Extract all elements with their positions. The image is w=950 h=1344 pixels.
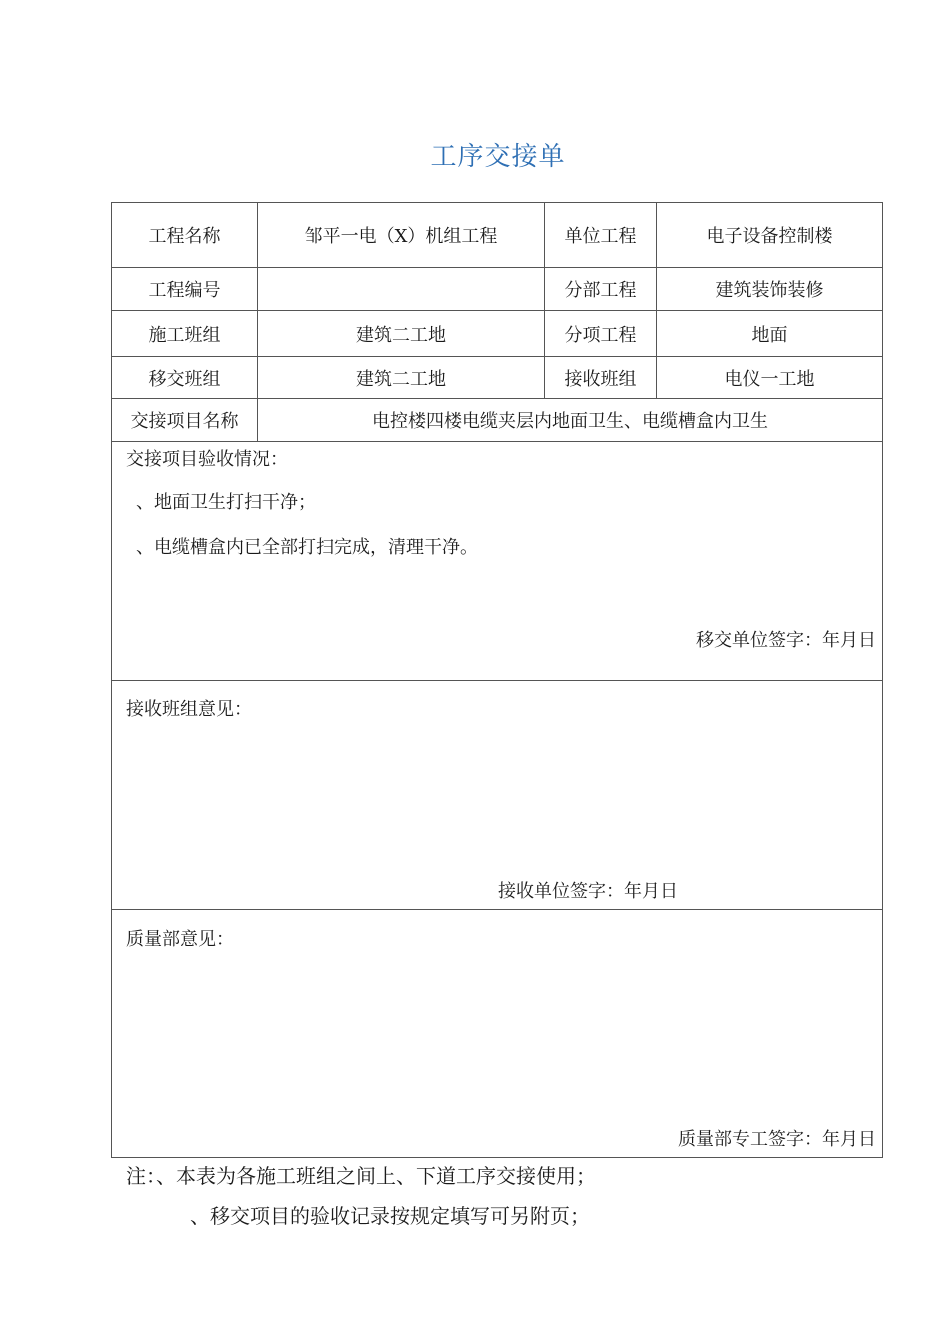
inspection-item-2: 、电缆槽盒内已全部打扫完成，清理干净。 [136, 537, 478, 558]
value-division: 建筑装饰装修 [656, 268, 882, 310]
quality-signature: 质量部专工签字：年月日 [678, 1129, 876, 1150]
note-line-1: 注：、本表为各施工班组之间上、下道工序交接使用； [126, 1164, 596, 1188]
value-transfer-team: 建筑二工地 [257, 357, 544, 398]
label-unit-project: 单位工程 [544, 203, 656, 267]
receiver-section [112, 681, 882, 910]
value-construction-team: 建筑二工地 [257, 311, 544, 356]
label-project-number: 工程编号 [148, 280, 221, 301]
value-project-name: 邹平一电（X）机组工程 [257, 203, 544, 267]
row-construction-team [112, 311, 882, 357]
row-transfer-team [112, 357, 882, 399]
inspection-item-1: 、地面卫生打扫干净； [136, 492, 316, 513]
label-construction-team: 施工班组 [148, 324, 221, 346]
row-handover-item [112, 399, 882, 442]
value-receiving-team: 电仪一工地 [656, 357, 882, 398]
label-division: 分部工程 [544, 268, 656, 310]
quality-section [112, 910, 882, 1157]
row-project-name [112, 203, 882, 268]
value-handover-item: 电控楼四楼电缆夹层内地面卫生、电缆槽盒内卫生 [257, 399, 882, 441]
note-line-2: 、移交项目的验收记录按规定填写可另附页； [190, 1204, 590, 1228]
transfer-signature: 移交单位签字：年月日 [696, 630, 876, 651]
label-subitem: 分项工程 [544, 311, 656, 356]
receiver-signature: 接收单位签字：年月日 [498, 881, 678, 902]
value-subitem: 地面 [656, 311, 882, 356]
value-unit-project: 电子设备控制楼 [656, 203, 882, 267]
label-receiving-team: 接收班组 [544, 357, 656, 398]
handover-form [111, 202, 883, 1158]
form-title: 工序交接单 [430, 142, 566, 172]
quality-heading: 质量部意见： [126, 929, 234, 950]
inspection-section [112, 442, 882, 681]
receiver-heading: 接收班组意见： [126, 699, 252, 720]
label-project-name: 工程名称 [148, 226, 221, 247]
value-project-number [257, 268, 544, 310]
row-project-number [112, 268, 882, 311]
label-handover-item: 交接项目名称 [130, 411, 239, 432]
label-transfer-team: 移交班组 [148, 368, 221, 390]
inspection-heading: 交接项目验收情况： [126, 449, 288, 470]
